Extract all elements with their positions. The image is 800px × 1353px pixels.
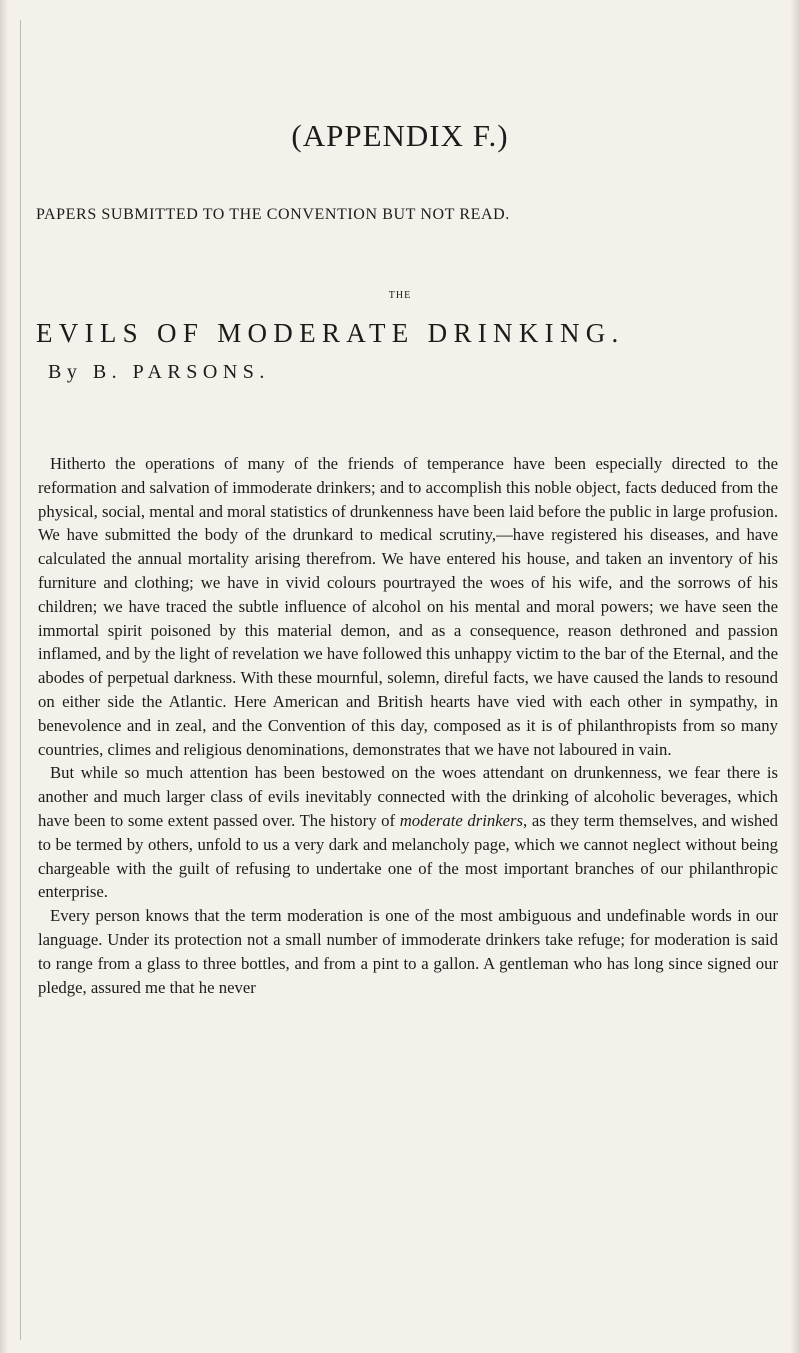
article-title: EVILS OF MODERATE DRINKING. — [36, 318, 625, 348]
paragraph-2 — [38, 761, 778, 904]
article-author: By B. PARSONS. — [48, 361, 270, 383]
paragraph-2-text-b: , as they term themselves, and wished to be termed by others, unfold to us a very dark and melancholy page, which we cannot neglect without being chargeable with the guilt of refusing to undertake one of the most important branches of our philanthropic enterprise. — [38, 810, 778, 902]
article-body — [38, 452, 778, 999]
paragraph-3: Every person knows that the term moderation is one of the most ambiguous and undefinable words in our language. Under its protection not a small number of immoderate drinkers take refuge; for moderation is said to range from a glass to three bottles, and from a pint to a gallon. A gentleman who has long since signed our pledge, assured me that he never — [38, 906, 778, 997]
appendix-heading: (APPENDIX F.) — [291, 118, 509, 153]
paragraph-1: Hitherto the operations of many of the friends of temperance have been especially directed to the reformation and salvation of immoderate drinkers; and to accomplish this noble object, facts deduced from the physical, social, mental and moral statistics of drunkenness have been laid before the public in large profusion. We have submitted the body of the drunkard to medical scrutiny,—have registered his diseases, and have calculated the annual mortality arising therefrom. We have entered his house, and taken an inventory of his furniture and clothing; we have in vivid colours pourtrayed the woes of his wife, and the sorrows of his children; we have traced the subtle influence of alcohol on his mental and moral powers; we have seen the immortal spirit poisoned by this material demon, and as a consequence, reason dethroned and passion inflamed, and by the light of revelation we have followed this unhappy victim to the bar of the Eternal, and the abodes of perpetual darkness. With these mournful, solemn, direful facts, we have caused the lands to resound on either side the Atlantic. Here American and British hearts have vied with each other in sympathy, in benevolence and in zeal, and the Convention of this day, composed as it is of philanthropists from so many countries, climes and religious denominations, demonstrates that we have not laboured in vain. — [38, 454, 778, 759]
paragraph-2-italic: moderate drinkers — [399, 810, 524, 830]
binding-rule — [20, 20, 21, 1340]
page-left-edge-shadow — [0, 0, 8, 1353]
paragraph-2-text-a: But while so much attention has been bestowed on the woes attendant on drunkenness, we fear there is another and much larger class of evils inevitably connected with the drinking of alcoholic beverages, which have been to some extent passed over. The history of — [38, 763, 778, 830]
title-prefix: THE — [388, 290, 412, 301]
page-right-edge-shadow — [790, 0, 800, 1353]
section-heading: PAPERS SUBMITTED TO THE CONVENTION BUT NOT READ. — [36, 206, 510, 223]
